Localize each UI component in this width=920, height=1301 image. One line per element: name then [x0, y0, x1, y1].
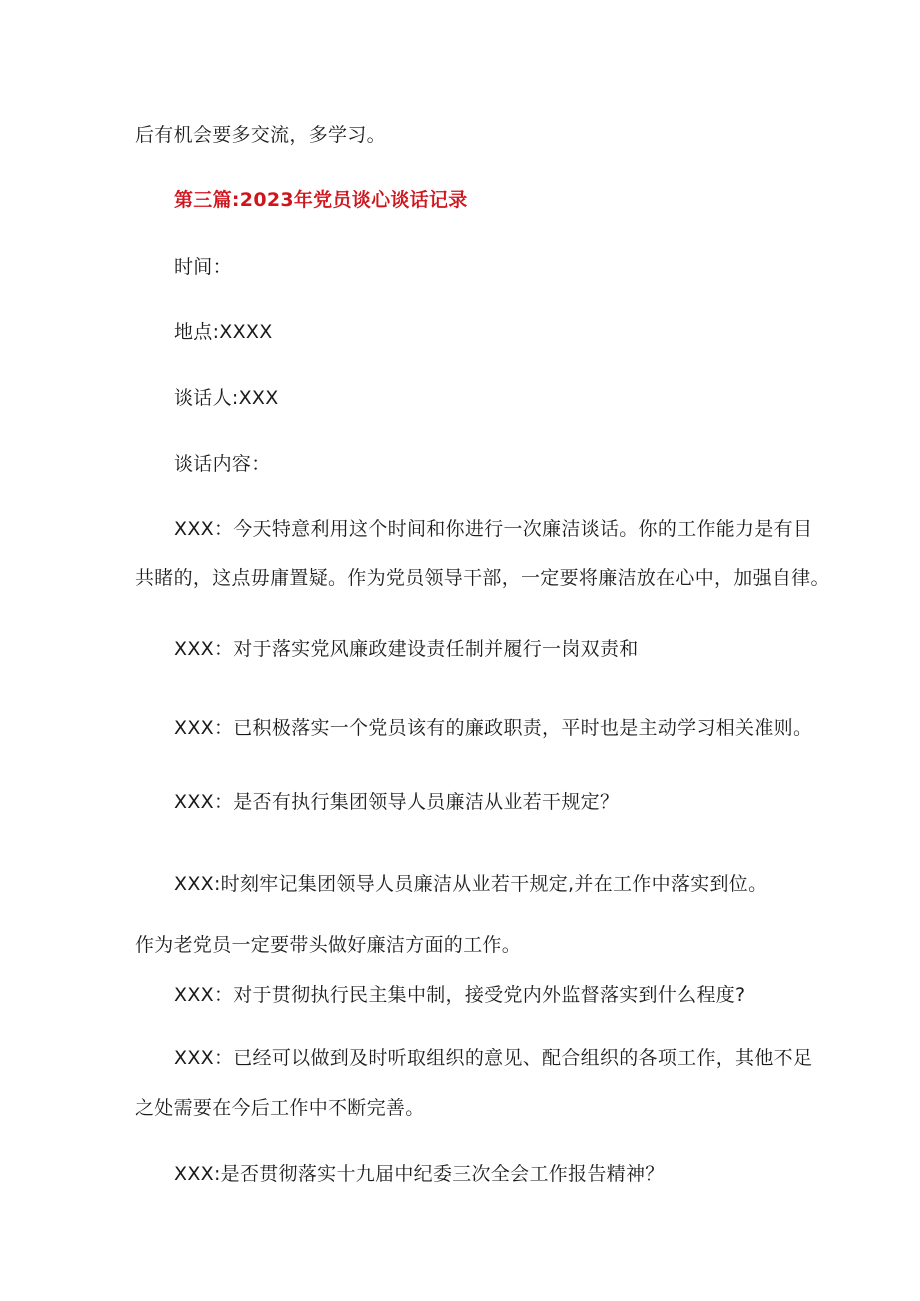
dialogue-line: XXX：已经可以做到及时听取组织的意见、配合组织的各项工作，其他不足 [174, 1047, 813, 1069]
dialogue-line: XXX：对于贯彻执行民主集中制，接受党内外监督落实到什么程度? [174, 984, 746, 1006]
dialogue-line: XXX:时刻牢记集团领导人员廉洁从业若干规定,并在工作中落实到位。 [174, 873, 768, 895]
dialogue-line: XXX：是否有执行集团领导人员廉洁从业若干规定？ [174, 791, 620, 813]
content-label: 谈话内容： [174, 453, 271, 475]
dialogue-line-continuation: 共睹的，这点毋庸置疑。作为党员领导干部，一定要将廉洁放在心中，加强自律。 [135, 567, 830, 589]
location-field: 地点:XXXX [174, 321, 273, 343]
dialogue-line-continuation: 作为老党员一定要带头做好廉洁方面的工作。 [135, 934, 522, 956]
paragraph-continuation: 后有机会要多交流，多学习。 [135, 124, 386, 146]
dialogue-line: XXX:是否贯彻落实十九届中纪委三次全会工作报告精神？ [174, 1163, 665, 1185]
dialogue-line: XXX：今天特意利用这个时间和你进行一次廉洁谈话。你的工作能力是有目 [174, 518, 813, 540]
section-heading: 第三篇:2023年党员谈心谈话记录 [174, 189, 468, 211]
dialogue-line: XXX：已积极落实一个党员该有的廉政职责，平时也是主动学习相关准则。 [174, 717, 813, 739]
time-field: 时间： [174, 256, 232, 278]
speaker-field: 谈话人:XXX [174, 387, 279, 409]
dialogue-line-continuation: 之处需要在今后工作中不断完善。 [135, 1097, 425, 1119]
dialogue-line: XXX：对于落实党风廉政建设责任制并履行一岗双责和 [174, 638, 639, 660]
